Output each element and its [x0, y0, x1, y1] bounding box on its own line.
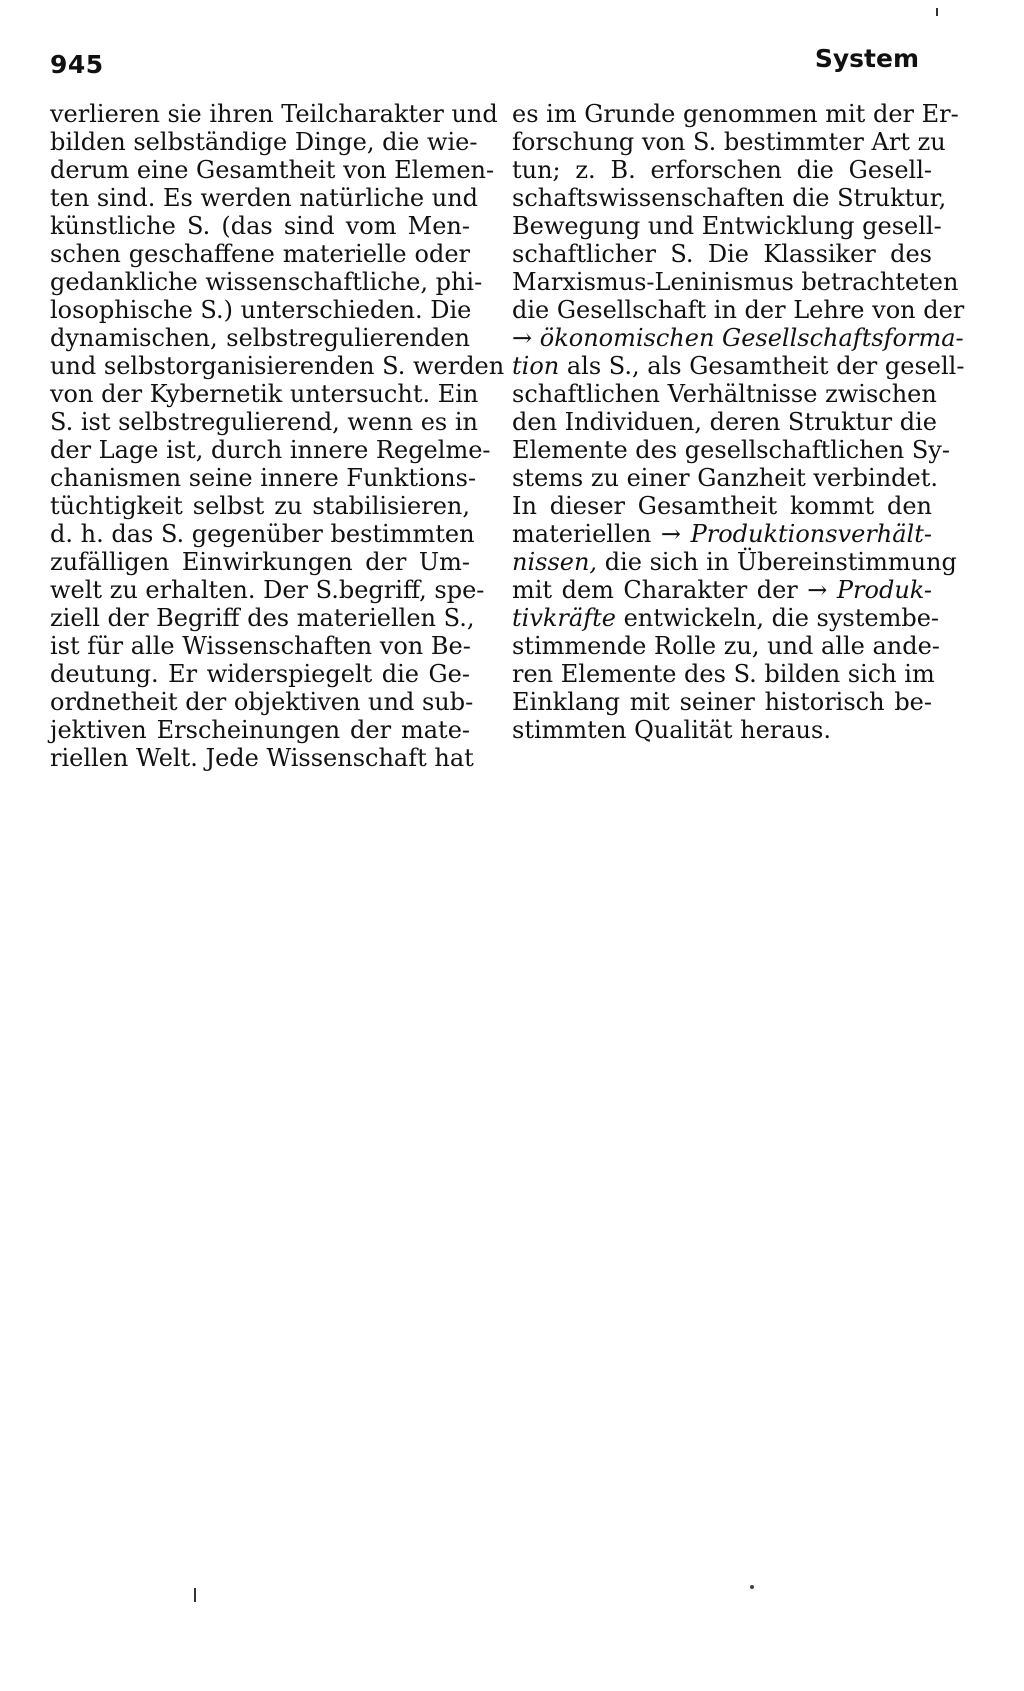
text-line [512, 520, 932, 548]
running-head: System [814, 44, 919, 73]
cross-reference-arrow: → [512, 324, 533, 352]
text-line: schaftlichen Verhältnisse zwischen [512, 380, 937, 408]
text-fragment: mit dem Charakter der [512, 576, 808, 604]
text-line: forschung von S. bestimmter Art zu [512, 128, 946, 156]
text-line: gedankliche wissenschaftliche, phi- [50, 268, 483, 296]
text-line: und selbstorganisierenden S. werden [50, 352, 505, 380]
text-line: schaftswissenschaften die Struktur, [512, 184, 947, 212]
text-line: dynamischen, selbstregulierenden [50, 324, 470, 352]
text-line: die Gesellschaft in der Lehre von der [512, 296, 965, 324]
text-line: stems zu einer Ganzheit verbindet. [512, 464, 938, 492]
text-line: schaftlicher S. Die Klassiker des [512, 240, 932, 268]
text-line: ren Elemente des S. bilden sich im [512, 660, 935, 688]
text-fragment: die sich in Übereinstimmung [597, 548, 957, 576]
text-line [512, 352, 965, 380]
text-line: deutung. Er widerspiegelt die Ge- [50, 660, 470, 688]
text-line: derum eine Gesamtheit von Elemen- [50, 156, 495, 184]
scan-mark [194, 1588, 196, 1602]
text-line: verlieren sie ihren Teilcharakter und [50, 100, 498, 128]
cross-reference-term: Produk- [827, 576, 933, 604]
text-line: künstliche S. (das sind vom Men- [50, 212, 470, 240]
text-line: tüchtigkeit selbst zu stabilisieren, [50, 492, 470, 520]
text-line: chanismen seine innere Funktions- [50, 464, 477, 492]
page-number: 945 [50, 50, 104, 79]
right-column [512, 100, 965, 744]
text-line: den Individuen, deren Struktur die [512, 408, 937, 436]
text-line: stimmten Qualität heraus. [512, 716, 831, 744]
cross-reference-term: ökonomischen Gesellschaftsforma- [539, 324, 964, 352]
text-line: Elemente des gesellschaftlichen Sy- [512, 436, 950, 464]
text-line: schen geschaffene materielle oder [50, 240, 470, 268]
text-line: welt zu erhalten. Der S.begriff, spe- [50, 576, 485, 604]
text-line: Bewegung und Entwicklung gesell- [512, 212, 942, 240]
text-fragment: als S., als Gesamtheit der gesell- [559, 352, 965, 380]
cross-reference-term: tivkräfte [512, 604, 616, 632]
text-line: ordnetheit der objektiven und sub- [50, 688, 474, 716]
text-line: S. ist selbstregulierend, wenn es in [50, 408, 479, 436]
text-line: tun; z. B. erforschen die Gesell- [512, 156, 932, 184]
text-line: d. h. das S. gegenüber bestimmten [50, 520, 475, 548]
text-fragment: materiellen [512, 520, 661, 548]
text-line: ist für alle Wissenschaften von Be- [50, 632, 471, 660]
text-line: ten sind. Es werden natürliche und [50, 184, 479, 212]
scan-speck [750, 1585, 754, 1589]
scan-mark [936, 8, 938, 16]
text-line: der Lage ist, durch innere Regelme- [50, 436, 491, 464]
text-fragment: entwickeln, die systembe- [615, 604, 940, 632]
text-line: In dieser Gesamtheit kommt den [512, 492, 932, 520]
text-line: Einklang mit seiner historisch be- [512, 688, 932, 716]
text-line [512, 548, 957, 576]
text-line: jektiven Erscheinungen der mate- [50, 716, 470, 744]
text-line: zufälligen Einwirkungen der Um- [50, 548, 470, 576]
cross-reference-term: nissen, [512, 548, 598, 576]
text-line: stimmende Rolle zu, und alle ande- [512, 632, 940, 660]
cross-reference-arrow: → [660, 520, 681, 548]
cross-reference-term: tion [512, 352, 560, 380]
text-line: ziell der Begriff des materiellen S., [50, 604, 475, 632]
text-line [512, 576, 932, 604]
text-line: bilden selbständige Dinge, die wie- [50, 128, 478, 156]
text-line: es im Grunde genommen mit der Er- [512, 100, 959, 128]
text-line: Marxismus-Leninismus betrachteten [512, 268, 959, 296]
text-line [512, 604, 940, 632]
text-line [512, 324, 964, 352]
text-line: von der Kybernetik untersucht. Ein [50, 380, 479, 408]
text-line: losophische S.) unterschieden. Die [50, 296, 472, 324]
left-column [50, 100, 505, 772]
cross-reference-term: Produktionsverhält- [680, 520, 932, 548]
text-line: riellen Welt. Jede Wissenschaft hat [50, 744, 474, 772]
cross-reference-arrow: → [807, 576, 828, 604]
